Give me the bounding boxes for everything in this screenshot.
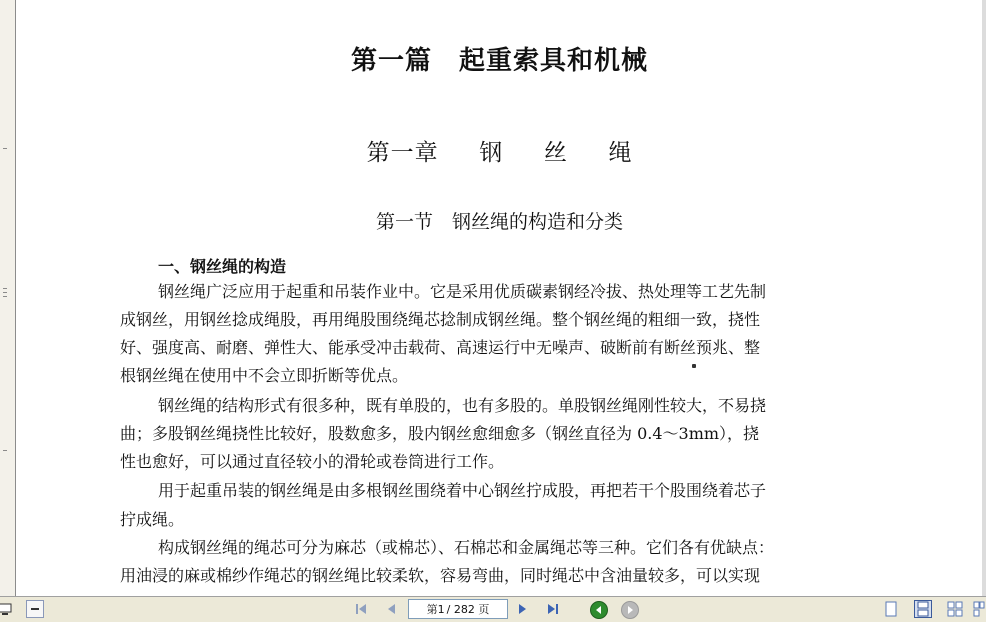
chapter-label: 第一章: [366, 140, 439, 166]
gutter-mark: [3, 450, 7, 451]
last-page-icon[interactable]: [544, 600, 562, 618]
go-back-icon[interactable]: [590, 601, 608, 619]
section-title: 第一节 钢丝绳的构造和分类: [375, 211, 623, 233]
status-toolbar: [0, 596, 986, 622]
gutter-mark: [3, 292, 7, 293]
body-line: 根钢丝绳在使用中不会立即折断等优点。: [120, 366, 409, 385]
gutter-mark: [3, 148, 7, 149]
next-page-icon[interactable]: [514, 600, 532, 618]
chapter-word: 绳: [608, 140, 633, 166]
body-line: 构成钢丝绳的绳芯可分为麻芯（或棉芯）、石棉芯和金属绳芯等三种。它们各有优缺点：: [158, 538, 775, 557]
body-line: 拧成绳。: [120, 510, 185, 529]
document-page: [17, 0, 982, 596]
body-line: 用油浸的麻或棉纱作绳芯的钢丝绳比较柔软，容易弯曲，同时绳芯中含油量较多，可以实现: [120, 566, 761, 585]
go-forward-icon[interactable]: [621, 601, 639, 619]
facing-icon[interactable]: [946, 600, 964, 618]
single-page-icon[interactable]: [882, 600, 900, 618]
continuous-icon[interactable]: [914, 600, 932, 618]
first-page-icon[interactable]: [352, 600, 370, 618]
subsection-heading: 一、钢丝绳的构造: [158, 257, 287, 276]
body-line: 钢丝绳广泛应用于起重和吊装作业中。它是采用优质碳素钢经冷拔、热处理等工艺先制: [158, 282, 767, 301]
chapter-word: 钢: [479, 140, 504, 166]
page-total: / 282 页: [446, 603, 490, 616]
chapter-word: 丝: [543, 140, 568, 166]
page-number-field[interactable]: [408, 599, 508, 619]
body-line: 性也愈好，可以通过直径较小的滑轮或卷筒进行工作。: [120, 452, 505, 471]
collapse-icon[interactable]: [26, 600, 44, 618]
part-title: 第一篇 起重索具和机械: [350, 46, 648, 76]
body-line: 成钢丝，用钢丝捻成绳股，再用绳股围绕绳芯捻制成钢丝绳。整个钢丝绳的粗细一致，挠性: [120, 310, 761, 329]
scan-speck: [692, 364, 696, 368]
monitor-icon[interactable]: [0, 600, 14, 618]
body-line: 好、强度高、耐磨、弹性大、能承受冲击载荷、高速运行中无噪声、破断前有断丝预兆、整: [120, 338, 761, 357]
body-line: 钢丝绳的结构形式有很多种，既有单股的，也有多股的。单股钢丝绳刚性较大，不易挠: [158, 396, 767, 415]
chapter-title: [17, 134, 982, 167]
navigation-pane-gutter[interactable]: [0, 0, 16, 596]
continuous-facing-icon[interactable]: [972, 600, 986, 618]
body-line: 用于起重吊装的钢丝绳是由多根钢丝围绕着中心钢丝拧成股，再把若干个股围绕着芯子: [158, 481, 767, 500]
previous-page-icon[interactable]: [382, 600, 400, 618]
gutter-mark: [3, 288, 7, 289]
gutter-mark: [3, 296, 7, 297]
current-page[interactable]: 第1: [426, 603, 445, 616]
body-line: 曲；多股钢丝绳挠性比较好，股数愈多，股内钢丝愈细愈多（钢丝直径为 0.4～3mm），挠: [120, 424, 760, 443]
